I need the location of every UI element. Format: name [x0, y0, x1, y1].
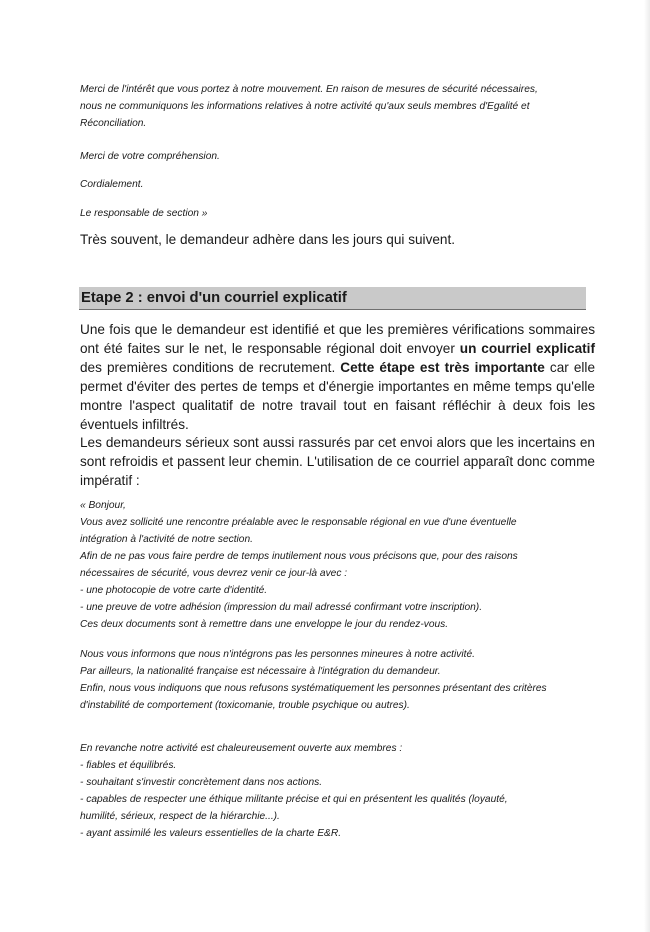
email-line: - souhaitant s'investir concrètement dans nos actions. [80, 777, 323, 788]
step2-para1-text: Une fois que le demandeur est identifié et que les premières vérifications sommaires ont été faites sur le net, le responsable régional doit envoyer [80, 322, 595, 356]
email-line: En revanche notre activité est chaleureusement ouverte aux membres : [80, 743, 403, 754]
email-line: d'instabilité de comportement (toxicomanie, trouble psychique ou autres). [80, 700, 410, 711]
step2-paragraph-2: Les demandeurs sérieux sont aussi rassurés par cet envoi alors que les incertains en sont refroidis et passent leur chemin. L'utilisation de ce courriel apparaît donc comme impératif : [80, 435, 595, 488]
step2-para1-text: des premières conditions de recrutement. [80, 360, 341, 375]
email-line: - une photocopie de votre carte d'identité. [80, 585, 268, 596]
adhesion-note: Très souvent, le demandeur adhère dans les jours qui suivent. [80, 232, 456, 247]
email-line: - ayant assimilé les valeurs essentielles de la charte E&R. [80, 828, 342, 839]
email-line: Afin de ne pas vous faire perdre de temps inutilement nous vous précisons que, pour des raisons [80, 551, 518, 562]
email-line: Vous avez sollicité une rencontre préalable avec le responsable régional en vue d'une éventuelle [80, 517, 517, 528]
email-line: Enfin, nous vous indiquons que nous refusons systématiquement les personnes présentant des critères [80, 683, 547, 694]
step2-para1-bold: Cette étape est très importante [340, 360, 545, 375]
intro-line: Réconciliation. [80, 118, 147, 129]
section-heading-text: Etape 2 : envoi d'un courriel explicatif [81, 290, 347, 306]
email-block-2 [80, 646, 595, 714]
email-line: humilité, sérieux, respect de la hiérarchie...). [80, 811, 280, 822]
closing-line: Cordialement. [80, 179, 144, 190]
section-heading [79, 287, 586, 310]
email-line: - une preuve de votre adhésion (impression du mail adressé confirmant votre inscription). [80, 602, 483, 613]
step2-paragraph-1 [80, 320, 595, 434]
email-block-3 [80, 740, 595, 842]
email-line: - capables de respecter une éthique militante précise et qui en présentent les qualités (loyauté, [80, 794, 508, 805]
thanks-line: Merci de votre compréhension. [80, 151, 220, 162]
intro-line: Merci de l'intérêt que vous portez à notre mouvement. En raison de mesures de sécurité nécessaires, [80, 84, 538, 95]
email-line: « Bonjour, [80, 500, 126, 511]
email-block-1 [80, 497, 595, 633]
email-line: nécessaires de sécurité, vous devrez venir ce jour-là avec : [80, 568, 348, 579]
email-line: - fiables et équilibrés. [80, 760, 177, 771]
step2-para1-bold: un courriel explicatif [459, 341, 595, 356]
intro-paragraph [80, 81, 595, 132]
page-edge-shadow [644, 0, 650, 932]
email-line: intégration à l'activité de notre section. [80, 534, 253, 545]
email-line: Ces deux documents sont à remettre dans une enveloppe le jour du rendez-vous. [80, 619, 449, 630]
step2-para1-text: car elle permet d'éviter des pertes de temps et d'énergie importantes en même temps qu'elle montre l'aspect qualitatif de notre travail tout en faisant réfléchir à deux fois les éventuels infiltrés. [80, 360, 596, 432]
email-line: Nous vous informons que nous n'intégrons pas les personnes mineures à notre activité. [80, 649, 475, 660]
signature-line: Le responsable de section » [80, 208, 208, 219]
intro-line: nous ne communiquons les informations relatives à notre activité qu'aux seuls membres d'Egalité et [80, 101, 530, 112]
email-line: Par ailleurs, la nationalité française est nécessaire à l'intégration du demandeur. [80, 666, 441, 677]
